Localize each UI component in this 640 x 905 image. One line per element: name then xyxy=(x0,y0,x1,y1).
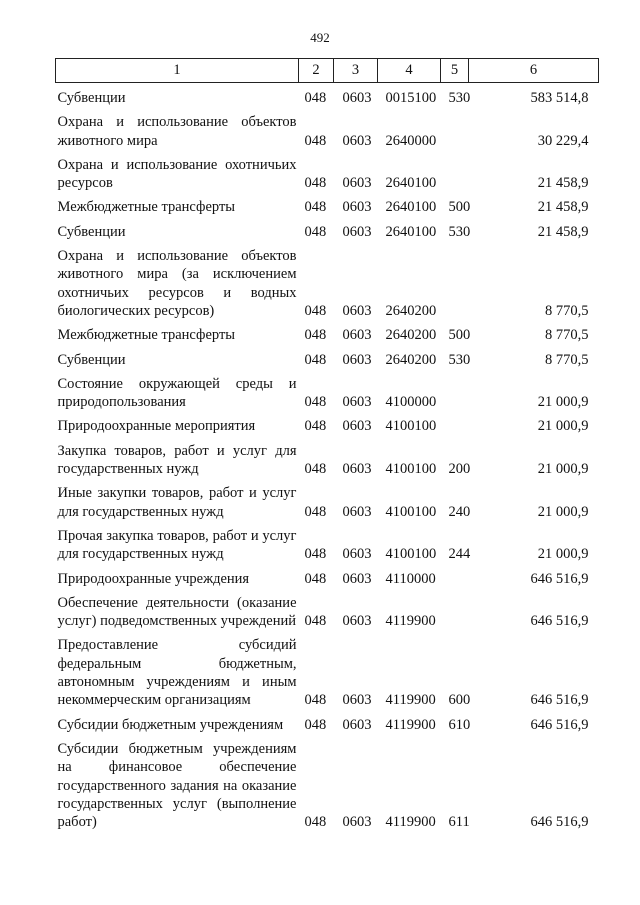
row-amount: 21 000,9 xyxy=(537,418,589,435)
row-col-5: 530 xyxy=(448,90,471,106)
row-col-4: 4119900 xyxy=(385,814,436,831)
row-col-3: 0603 xyxy=(342,570,372,587)
row-col-2: 048 xyxy=(304,503,327,520)
row-amount: 21 458,9 xyxy=(537,199,589,216)
row-description: Межбюджетные трансферты xyxy=(57,199,236,216)
header-col-5: 5 xyxy=(441,59,469,83)
header-col-4: 4 xyxy=(378,59,441,83)
row-amount: 8 770,5 xyxy=(545,351,589,368)
row-col-4: 2640100 xyxy=(385,175,437,192)
table-row xyxy=(56,150,599,193)
header-row xyxy=(56,59,599,83)
row-col-4: 2640000 xyxy=(385,132,437,149)
row-col-4: 2640200 xyxy=(385,302,437,319)
table-row xyxy=(56,107,599,150)
table-row xyxy=(56,478,599,521)
row-col-4: 4100100 xyxy=(385,418,437,435)
table-row xyxy=(56,345,599,369)
row-col-3: 0603 xyxy=(342,418,372,435)
row-col-2: 048 xyxy=(304,692,327,709)
row-col-3: 0603 xyxy=(342,394,372,411)
row-amount: 646 516,9 xyxy=(530,613,589,630)
header-col-1: 1 xyxy=(56,59,299,83)
row-col-2: 048 xyxy=(304,394,327,411)
header-col-3: 3 xyxy=(334,59,378,83)
row-col-3: 0603 xyxy=(342,351,372,368)
row-amount: 21 000,9 xyxy=(537,394,589,411)
row-amount: 21 000,9 xyxy=(537,461,589,478)
row-description: Субвенции xyxy=(57,351,126,368)
row-description: Охрана и использование охотничьих ресурсов xyxy=(57,156,297,192)
table-row xyxy=(56,710,599,734)
row-col-5 xyxy=(441,588,469,631)
table-row xyxy=(56,83,599,108)
row-col-2: 048 xyxy=(304,613,327,630)
row-col-5: 244 xyxy=(448,546,471,563)
row-description: Субвенции xyxy=(57,223,126,240)
row-description: Субсидии бюджетным учреждениям на финансовое обеспечение государственного задания на оказание государственных услуг (выполнение работ) xyxy=(57,740,297,831)
row-col-2: 048 xyxy=(304,199,327,216)
row-col-4: 4119900 xyxy=(385,613,436,630)
row-col-3: 0603 xyxy=(342,503,372,520)
table-row xyxy=(56,369,599,412)
row-description: Природоохранные учреждения xyxy=(57,570,250,587)
row-description: Охрана и использование объектов животного мира (за исключением охотничьих ресурсов и водных биологических ресурсов) xyxy=(57,248,297,319)
row-description: Прочая закупка товаров, работ и услуг для государственных нужд xyxy=(57,527,297,563)
table-row xyxy=(56,192,599,216)
table-row xyxy=(56,241,599,320)
row-col-5 xyxy=(441,150,469,193)
row-col-2: 048 xyxy=(304,570,327,587)
table-row xyxy=(56,521,599,564)
row-col-3: 0603 xyxy=(342,175,372,192)
row-amount: 8 770,5 xyxy=(545,327,589,344)
row-col-4: 2640100 xyxy=(385,223,437,240)
row-col-4: 4119900 xyxy=(385,716,436,733)
row-col-5: 530 xyxy=(448,223,471,240)
row-amount: 8 770,5 xyxy=(545,302,589,319)
row-amount: 21 458,9 xyxy=(537,223,589,240)
header-col-2: 2 xyxy=(299,59,334,83)
row-col-2: 048 xyxy=(304,223,327,240)
row-col-4: 4100000 xyxy=(385,394,437,411)
row-amount: 646 516,9 xyxy=(530,814,589,831)
row-col-2: 048 xyxy=(304,716,327,733)
row-description: Субвенции xyxy=(57,90,126,106)
table-row xyxy=(56,411,599,435)
row-description: Межбюджетные трансферты xyxy=(57,327,236,344)
row-col-5: 500 xyxy=(448,199,471,216)
row-amount: 646 516,9 xyxy=(530,692,589,709)
row-col-5 xyxy=(441,564,469,588)
row-col-2: 048 xyxy=(304,546,327,563)
row-col-4: 0015100 xyxy=(385,90,437,106)
row-col-4: 4110000 xyxy=(385,570,436,587)
row-description: Иные закупки товаров, работ и услуг для государственных нужд xyxy=(57,485,297,520)
header-col-6: 6 xyxy=(469,59,599,83)
row-description: Охрана и использование объектов животного мира xyxy=(57,114,297,149)
row-description: Состояние окружающей среды и природопользования xyxy=(57,375,297,411)
row-col-4: 4100100 xyxy=(385,503,437,520)
row-col-2: 048 xyxy=(304,814,327,831)
row-col-3: 0603 xyxy=(342,302,372,319)
row-col-5: 240 xyxy=(448,503,471,520)
row-amount: 583 514,8 xyxy=(530,90,589,106)
row-col-4: 2640200 xyxy=(385,327,437,344)
table-row xyxy=(56,630,599,709)
row-col-5 xyxy=(441,369,469,412)
row-amount: 30 229,4 xyxy=(537,132,589,149)
row-col-5: 530 xyxy=(448,351,471,368)
row-col-2: 048 xyxy=(304,418,327,435)
page-number: 492 xyxy=(310,30,330,45)
row-description: Предоставление субсидий федеральным бюджетным, автономным учреждениям и иным некоммерческим организациям xyxy=(57,637,297,709)
row-col-5 xyxy=(441,107,469,150)
row-col-5: 500 xyxy=(448,327,471,344)
table-row xyxy=(56,320,599,344)
row-col-5: 600 xyxy=(448,692,471,709)
row-col-3: 0603 xyxy=(342,814,372,831)
budget-table xyxy=(55,58,599,831)
row-amount: 21 458,9 xyxy=(537,175,589,192)
row-col-3: 0603 xyxy=(342,132,372,149)
row-col-5: 200 xyxy=(448,461,471,478)
row-col-5: 611 xyxy=(448,814,470,831)
row-col-2: 048 xyxy=(304,351,327,368)
row-col-3: 0603 xyxy=(342,199,372,216)
row-amount: 21 000,9 xyxy=(537,546,589,563)
row-col-4: 2640200 xyxy=(385,351,437,368)
row-col-3: 0603 xyxy=(342,716,372,733)
row-col-5: 610 xyxy=(448,716,471,733)
row-description: Субсидии бюджетным учреждениям xyxy=(57,716,284,733)
table-row xyxy=(56,734,599,831)
row-col-2: 048 xyxy=(304,327,327,344)
row-col-2: 048 xyxy=(304,90,327,106)
row-amount: 21 000,9 xyxy=(537,503,589,520)
row-col-2: 048 xyxy=(304,302,327,319)
row-amount: 646 516,9 xyxy=(530,570,589,587)
row-col-5 xyxy=(441,411,469,435)
table-row xyxy=(56,217,599,241)
row-col-3: 0603 xyxy=(342,223,372,240)
row-col-4: 4100100 xyxy=(385,546,437,563)
row-col-2: 048 xyxy=(304,175,327,192)
row-description: Природоохранные мероприятия xyxy=(57,418,256,435)
row-col-4: 4100100 xyxy=(385,461,437,478)
table-row xyxy=(56,564,599,588)
row-col-3: 0603 xyxy=(342,461,372,478)
row-col-5 xyxy=(441,241,469,320)
row-col-2: 048 xyxy=(304,461,327,478)
row-col-3: 0603 xyxy=(342,546,372,563)
row-col-3: 0603 xyxy=(342,90,372,106)
table-row xyxy=(56,588,599,631)
row-col-3: 0603 xyxy=(342,692,372,709)
row-col-3: 0603 xyxy=(342,613,372,630)
row-col-2: 048 xyxy=(304,132,327,149)
table-row xyxy=(56,436,599,479)
row-description: Закупка товаров, работ и услуг для государственных нужд xyxy=(57,442,297,478)
row-amount: 646 516,9 xyxy=(530,716,589,733)
row-col-3: 0603 xyxy=(342,327,372,344)
row-col-4: 4119900 xyxy=(385,692,436,709)
row-description: Обеспечение деятельности (оказание услуг) подведомственных учреждений xyxy=(57,594,297,630)
row-col-4: 2640100 xyxy=(385,199,437,216)
